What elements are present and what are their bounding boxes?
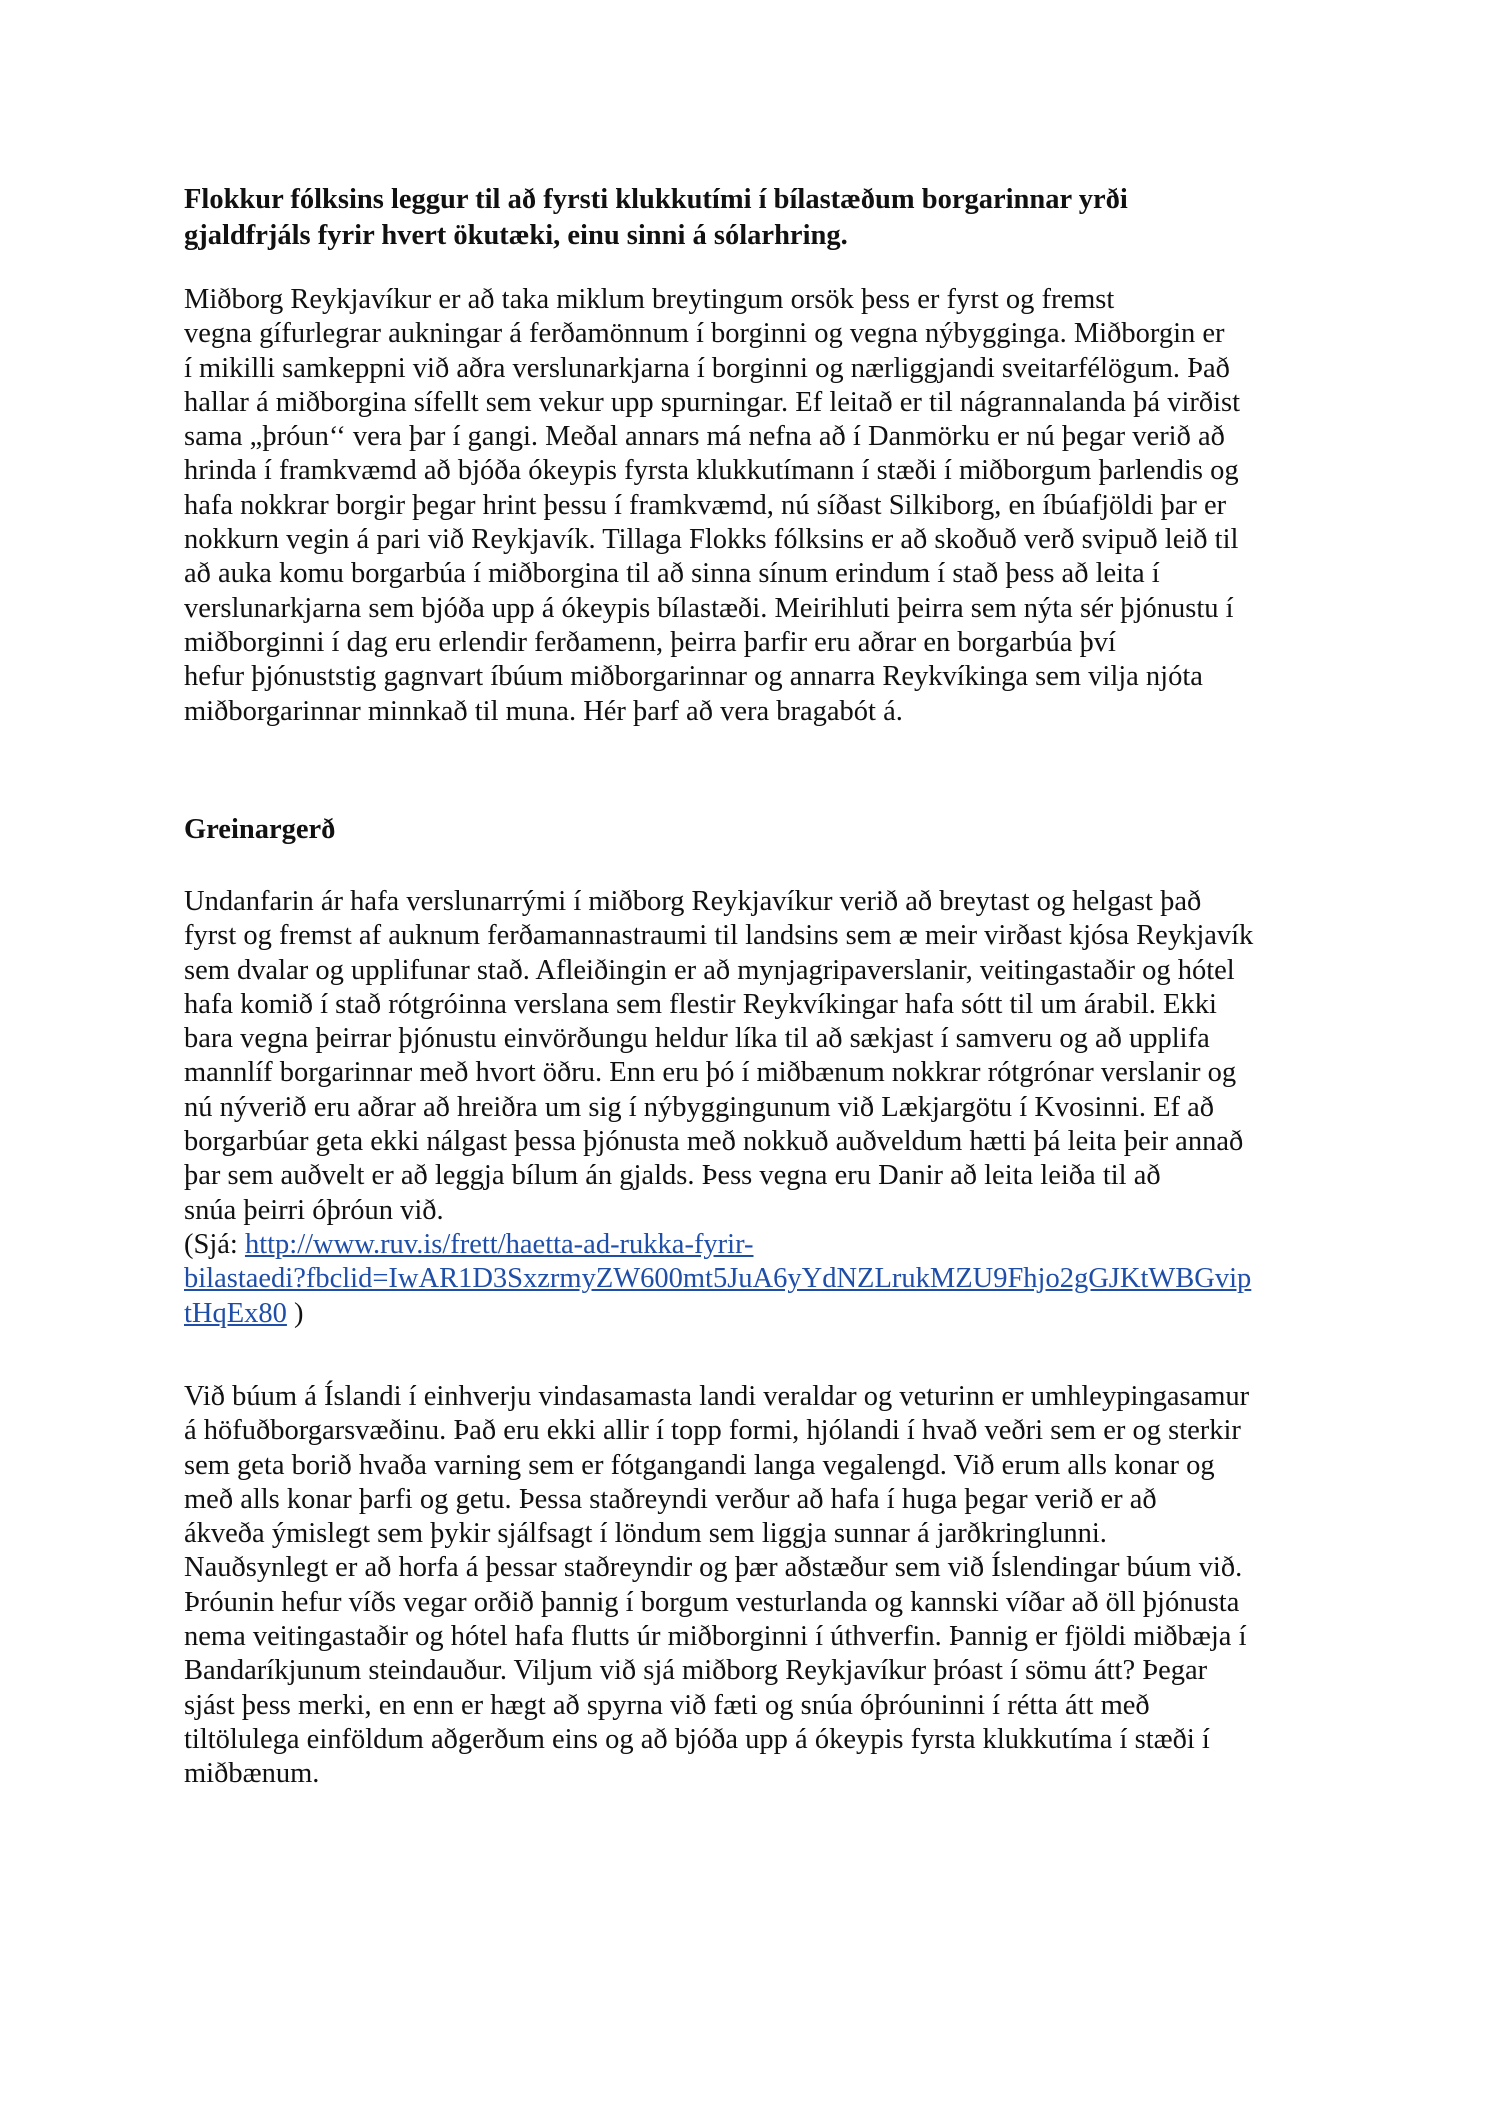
- paragraph-line: bara vegna þeirrar þjónustu einvörðungu heldur líka til að sækjast í samveru og að upplifa: [184, 1023, 1210, 1055]
- paragraph-line: þar sem auðvelt er að leggja bílum án gjalds. Þess vegna eru Danir að leita leiða til að: [184, 1160, 1161, 1192]
- paragraph-line: Nauðsynlegt er að horfa á þessar staðreyndir og þær aðstæður sem við Íslendingar búum við.: [184, 1552, 1243, 1584]
- paragraph-line: ákveða ýmislegt sem þykir sjálfsagt í löndum sem liggja sunnar á jarðkringlunni.: [184, 1518, 1107, 1550]
- citation-line: [184, 1262, 1334, 1296]
- paragraph-line: nú nýverið eru aðrar að hreiðra um sig í nýbyggingunum við Lækjargötu í Kvosinni. Ef að: [184, 1091, 1215, 1123]
- paragraph-line: verslunarkjarna sem bjóða upp á ókeypis bílastæði. Meirihluti þeirra sem nýta sér þjónustu í: [184, 592, 1234, 624]
- paragraph-line: á höfuðborgarsvæðinu. Það eru ekki allir í topp formi, hjólandi í hvað veðri sem er og sterkir: [184, 1415, 1241, 1447]
- paragraph-line: Undanfarin ár hafa verslunarrými í miðborg Reykjavíkur verið að breytast og helgast það: [184, 886, 1202, 917]
- paragraph-line: fyrst og fremst af auknum ferðamannastraumi til landsins sem æ meir virðast kjósa Reykjavík: [184, 920, 1254, 952]
- paragraph-line: sem geta borið hvaða varning sem er fótgangandi langa vegalengd. Við erum alls konar og: [184, 1449, 1215, 1481]
- paragraph-line: Miðborg Reykjavíkur er að taka miklum breytingum orsök þess er fyrst og fremst: [184, 284, 1115, 315]
- paragraph-line: miðborginni í dag eru erlendir ferðamenn, þeirra þarfir eru aðrar en borgarbúa því: [184, 626, 1116, 658]
- title-line: gjaldfrjáls fyrir hvert ökutæki, einu sinni á sólarhring.: [184, 220, 848, 251]
- paragraph-line: sjást þess merki, en enn er hægt að spyrna við fæti og snúa óþróuninni í rétta átt með: [184, 1689, 1150, 1721]
- paragraph-line: hafa nokkrar borgir þegar hrint þessu í framkvæmd, nú síðast Silkiborg, en íbúafjöldi þar er: [184, 489, 1227, 521]
- source-link-continued[interactable]: tHqEx80: [184, 1297, 287, 1329]
- citation-prefix: (Sjá:: [184, 1228, 245, 1260]
- paragraph-line: sem dvalar og upplifunar stað. Afleiðingin er að mynjagripaverslanir, veitingastaðir og hótel: [184, 954, 1235, 986]
- paragraph-line: hefur þjónuststig gagnvart íbúum miðborgarinnar og annarra Reykvíkinga sem vilja njóta: [184, 661, 1203, 693]
- source-link-continued[interactable]: bilastaedi?fbclid=IwAR1D3SxzrmyZW600mt5JuA6yYdNZLrukMZU9Fhjo2gGJKtWBGvip: [184, 1263, 1252, 1295]
- paragraph-line: nema veitingastaðir og hótel hafa flutts úr miðborginni í úthverfin. Þannig er fjöldi miðbæja í: [184, 1621, 1247, 1653]
- paragraph-line: hrinda í framkvæmd að bjóða ókeypis fyrsta klukkutímann í stæði í miðborgum þarlendis og: [184, 455, 1239, 487]
- paragraph-line: miðborgarinnar minnkað til muna. Hér þarf að vera bragabót á.: [184, 695, 903, 727]
- paragraph-line: hallar á miðborgina sífellt sem vekur upp spurningar. Ef leitað er til nágrannalanda þá virðist: [184, 386, 1241, 418]
- paragraph-line: tiltölulega einföldum aðgerðum eins og að bjóða upp á ókeypis fyrsta klukkutíma í stæði í: [184, 1723, 1210, 1755]
- paragraph-line: Við búum á Íslandi í einhverju vindasamasta landi veraldar og veturinn er umhleypingasamur: [184, 1381, 1250, 1412]
- paragraph-line: Þróunin hefur víðs vegar orðið þannig í borgum vesturlanda og kannski víðar að öll þjónusta: [184, 1586, 1240, 1618]
- paragraph-line: vegna gífurlegrar aukningar á ferðamönnum í borginni og vegna nýbygginga. Miðborgin er: [184, 318, 1225, 350]
- intro-paragraph: [184, 283, 1334, 729]
- proposal-title: [184, 182, 1334, 254]
- paragraph-line: miðbænum.: [184, 1758, 320, 1790]
- paragraph-line: nokkurn vegin á pari við Reykjavík. Tillaga Flokks fólksins er að skoðuð verð svipuð leið til: [184, 524, 1239, 556]
- citation-line: [184, 1228, 1334, 1262]
- section-heading: Greinargerð: [184, 814, 336, 845]
- citation-suffix: ): [286, 1297, 304, 1329]
- paragraph-line: í mikilli samkeppni við aðra verslunarkjarna í borginni og nærliggjandi sveitarfélögum. Það: [184, 352, 1230, 384]
- paragraph-line: með alls konar þarfi og getu. Þessa staðreyndi verður að hafa í huga þegar verið er að: [184, 1483, 1157, 1515]
- body-paragraph-2: [184, 1380, 1334, 1792]
- citation-line: [184, 1297, 1334, 1331]
- source-link[interactable]: http://www.ruv.is/frett/haetta-ad-rukka-fyrir-: [244, 1228, 754, 1260]
- paragraph-line: mannlíf borgarinnar með hvort öðru. Enn eru þó í miðbænum nokkrar rótgrónar verslanir og: [184, 1057, 1237, 1089]
- paragraph-line: Bandaríkjunum steindauður. Viljum við sjá miðborg Reykjavíkur þróast í sömu átt? Þegar: [184, 1655, 1208, 1687]
- paragraph-line: að auka komu borgarbúa í miðborgina til að sinna sínum erindum í stað þess að leita í: [184, 558, 1160, 590]
- title-line: Flokkur fólksins leggur til að fyrsti klukkutími í bílastæðum borgarinnar yrði: [184, 184, 1128, 215]
- body-paragraph-1: [184, 885, 1334, 1331]
- paragraph-line: snúa þeirri óþróun við.: [184, 1194, 444, 1226]
- paragraph-line: hafa komið í stað rótgróinna verslana sem flestir Reykvíkingar hafa sótt til um árabil. Ekki: [184, 988, 1217, 1020]
- paragraph-line: borgarbúar geta ekki nálgast þessa þjónusta með nokkuð auðveldum hætti þá leita þeir annað: [184, 1126, 1244, 1158]
- paragraph-line: sama „þróun‘‘ vera þar í gangi. Meðal annars má nefna að í Danmörku er nú þegar verið að: [184, 421, 1225, 453]
